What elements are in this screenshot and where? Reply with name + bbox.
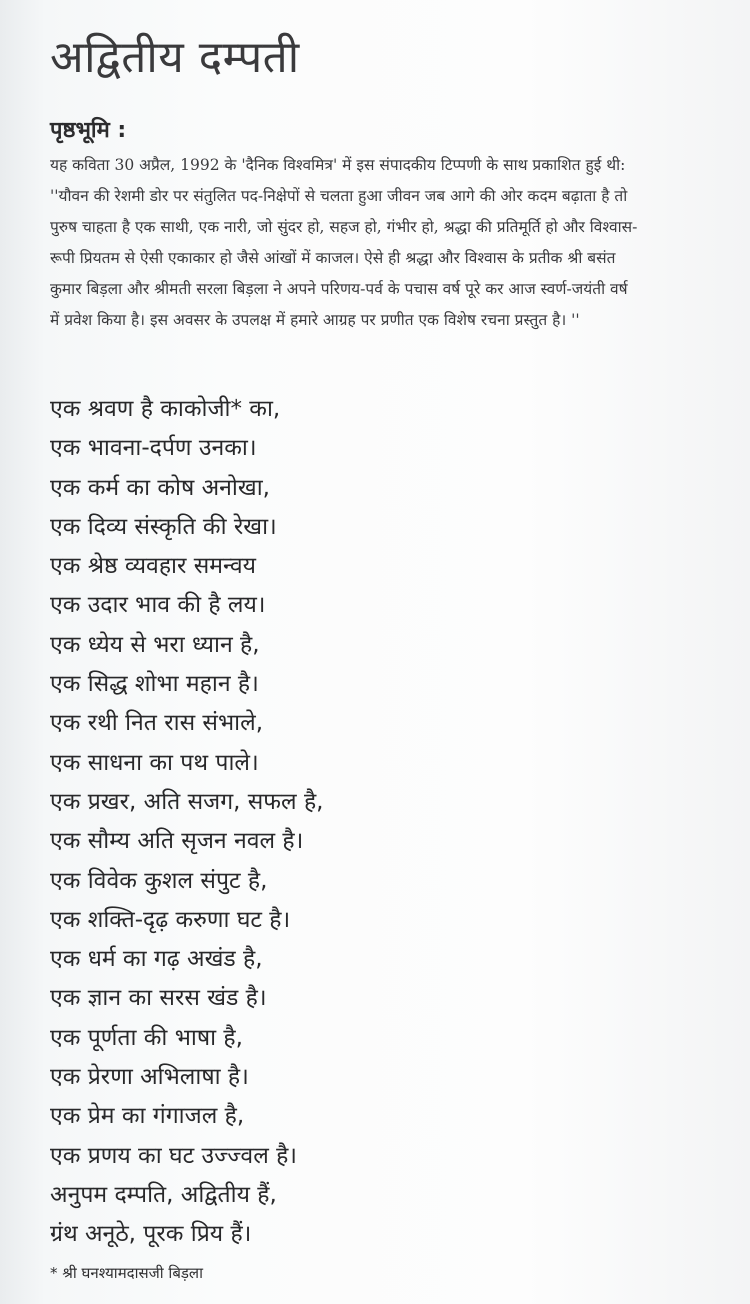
intro-line: ''यौवन की रेशमी डोर पर संतुलित पद-निक्षेपों से चलता हुआ जीवन जब आगे की ओर कदम बढ़ाता है तो bbox=[50, 187, 628, 205]
intro-paragraph bbox=[50, 150, 735, 336]
poem-line: एक ध्येय से भरा ध्यान है, bbox=[50, 631, 260, 658]
intro-line: यह कविता 30 अप्रैल, 1992 के 'दैनिक विश्वमित्र' में इस संपादकीय टिप्पणी के साथ प्रकाशित हुई थी: bbox=[50, 156, 626, 174]
poem-line: एक प्रणय का घट उज्ज्वल है। bbox=[50, 1142, 298, 1169]
poem-line: एक सिद्ध शोभा महान है। bbox=[50, 671, 259, 698]
poem-line: एक शक्ति-दृढ़ करुणा घट है। bbox=[50, 906, 291, 933]
poem-line: अनुपम दम्पति, अद्वितीय हैं, bbox=[50, 1181, 277, 1208]
footnote: * श्री घनश्यामदासजी बिड़ला bbox=[50, 1264, 203, 1282]
intro-line: कुमार बिड़ला और श्रीमती सरला बिड़ला ने अपने परिणय-पर्व के पचास वर्ष पूरे कर आज स्वर्ण-जयंती वर्ष bbox=[50, 280, 628, 298]
poem bbox=[50, 390, 323, 1255]
poem-line: एक धर्म का गढ़ अखंड है, bbox=[50, 946, 263, 973]
poem-line: ग्रंथ अनूठे, पूरक प्रिय हैं। bbox=[50, 1221, 252, 1248]
page-title: अद्वितीय दम्पती bbox=[50, 32, 300, 83]
intro-line: में प्रवेश किया है। इस अवसर के उपलक्ष में हमारे आग्रह पर प्रणीत एक विशेष रचना प्रस्तुत है। '' bbox=[50, 311, 580, 329]
poem-line: एक विवेक कुशल संपुट है, bbox=[50, 867, 268, 894]
poem-line: एक प्रेरणा अभिलाषा है। bbox=[50, 1064, 249, 1091]
poem-line: एक श्रवण है काकोजी* का, bbox=[50, 396, 281, 422]
intro-line: रूपी प्रियतम से ऐसी एकाकार हो जैसे आंखों में काजल। ऐसे ही श्रद्धा और विश्वास के प्रतीक श्री बसंत bbox=[50, 249, 616, 267]
poem-line: एक प्रेम का गंगाजल है, bbox=[50, 1103, 245, 1130]
intro-line: पुरुष चाहता है एक साथी, एक नारी, जो सुंदर हो, सहज हो, गंभीर हो, श्रद्धा की प्रतिमूर्ति हो और विश्वास- bbox=[50, 218, 638, 236]
poem-line: एक प्रखर, अति सजग, सफल है, bbox=[50, 788, 324, 815]
poem-line: एक कर्म का कोष अनोखा, bbox=[50, 474, 270, 501]
poem-line: एक पूर्णता की भाषा है, bbox=[50, 1024, 243, 1051]
background-heading: पृष्ठभूमि : bbox=[50, 118, 127, 143]
poem-line: एक साधना का पथ पाले। bbox=[50, 749, 259, 776]
poem-line: एक ज्ञान का सरस खंड है। bbox=[50, 985, 267, 1012]
poem-line: एक सौम्य अति सृजन नवल है। bbox=[50, 828, 304, 855]
poem-line: एक रथी नित रास संभाले, bbox=[50, 710, 264, 737]
poem-line: एक उदार भाव की है लय। bbox=[50, 592, 266, 619]
poem-line: एक भावना-दर्पण उनका। bbox=[50, 435, 257, 462]
poem-line: एक श्रेष्ठ व्यवहार समन्वय bbox=[50, 553, 257, 580]
poem-line: एक दिव्य संस्कृति की रेखा। bbox=[50, 513, 277, 540]
